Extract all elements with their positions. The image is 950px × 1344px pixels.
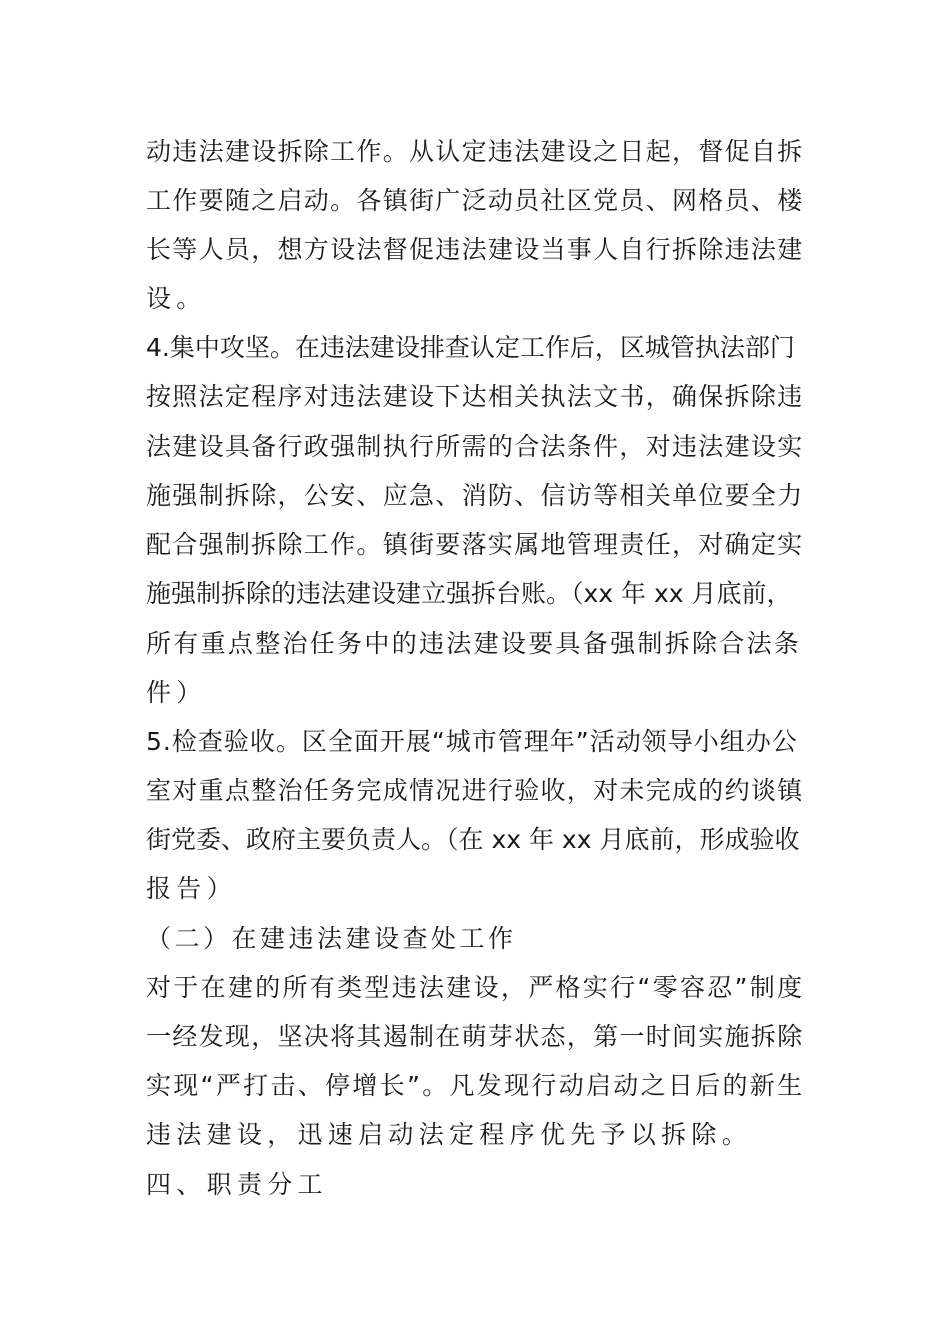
paragraph-line: 违法建设，迅速启动法定程序优先予以拆除。 (146, 1120, 753, 1149)
list-item-heading: 4.集中攻坚。在违法建设排查认定工作后，区城管执法部门 (146, 333, 795, 362)
paragraph-line: 一经发现，坚决将其遏制在萌芽状态，第一时间实施拆除 (146, 1022, 804, 1051)
paragraph-line: 配合强制拆除工作。镇街要落实属地管理责任，对确定实 (146, 530, 804, 559)
paragraph-line: 室对重点整治任务完成情况进行验收，对未完成的约谈镇 (146, 776, 804, 805)
paragraph-line: 按照法定程序对违法建设下达相关执法文书，确保拆除违 (146, 382, 804, 411)
paragraph-line: 工作要随之启动。各镇街广泛动员社区党员、网格员、楼 (146, 186, 804, 215)
paragraph-line: 街党委、政府主要负责人。（在 xx 年 xx 月底前，形成验收 (146, 825, 800, 854)
list-item-heading: 5.检查验收。区全面开展“城市管理年”活动领导小组办公 (146, 727, 798, 756)
paragraph-line: 所有重点整治任务中的违法建设要具备强制拆除合法条 (146, 629, 802, 658)
section-subheading: （二）在建违法建设查处工作 (146, 924, 517, 953)
paragraph-line: 动违法建设拆除工作。从认定违法建设之日起，督促自拆 (146, 137, 804, 166)
paragraph-line: 实现“严打击、停增长”。凡发现行动启动之日后的新生 (146, 1071, 805, 1100)
paragraph-line: 设。 (146, 284, 207, 313)
paragraph-line: 对于在建的所有类型违法建设，严格实行“零容忍”制度 (146, 973, 805, 1002)
paragraph-line: 长等人员，想方设法督促违法建设当事人自行拆除违法建 (146, 235, 804, 264)
paragraph-line: 法建设具备行政强制执行所需的合法条件，对违法建设实 (146, 432, 804, 461)
paragraph-line: 施强制拆除的违法建设建立强拆台账。（xx 年 xx 月底前， (146, 579, 792, 608)
paragraph-line: 报告） (146, 874, 237, 903)
paragraph-line: 件） (146, 678, 207, 707)
paragraph-line: 施强制拆除，公安、应急、消防、信访等相关单位要全力 (146, 481, 804, 510)
section-heading: 四、职责分工 (146, 1170, 328, 1199)
